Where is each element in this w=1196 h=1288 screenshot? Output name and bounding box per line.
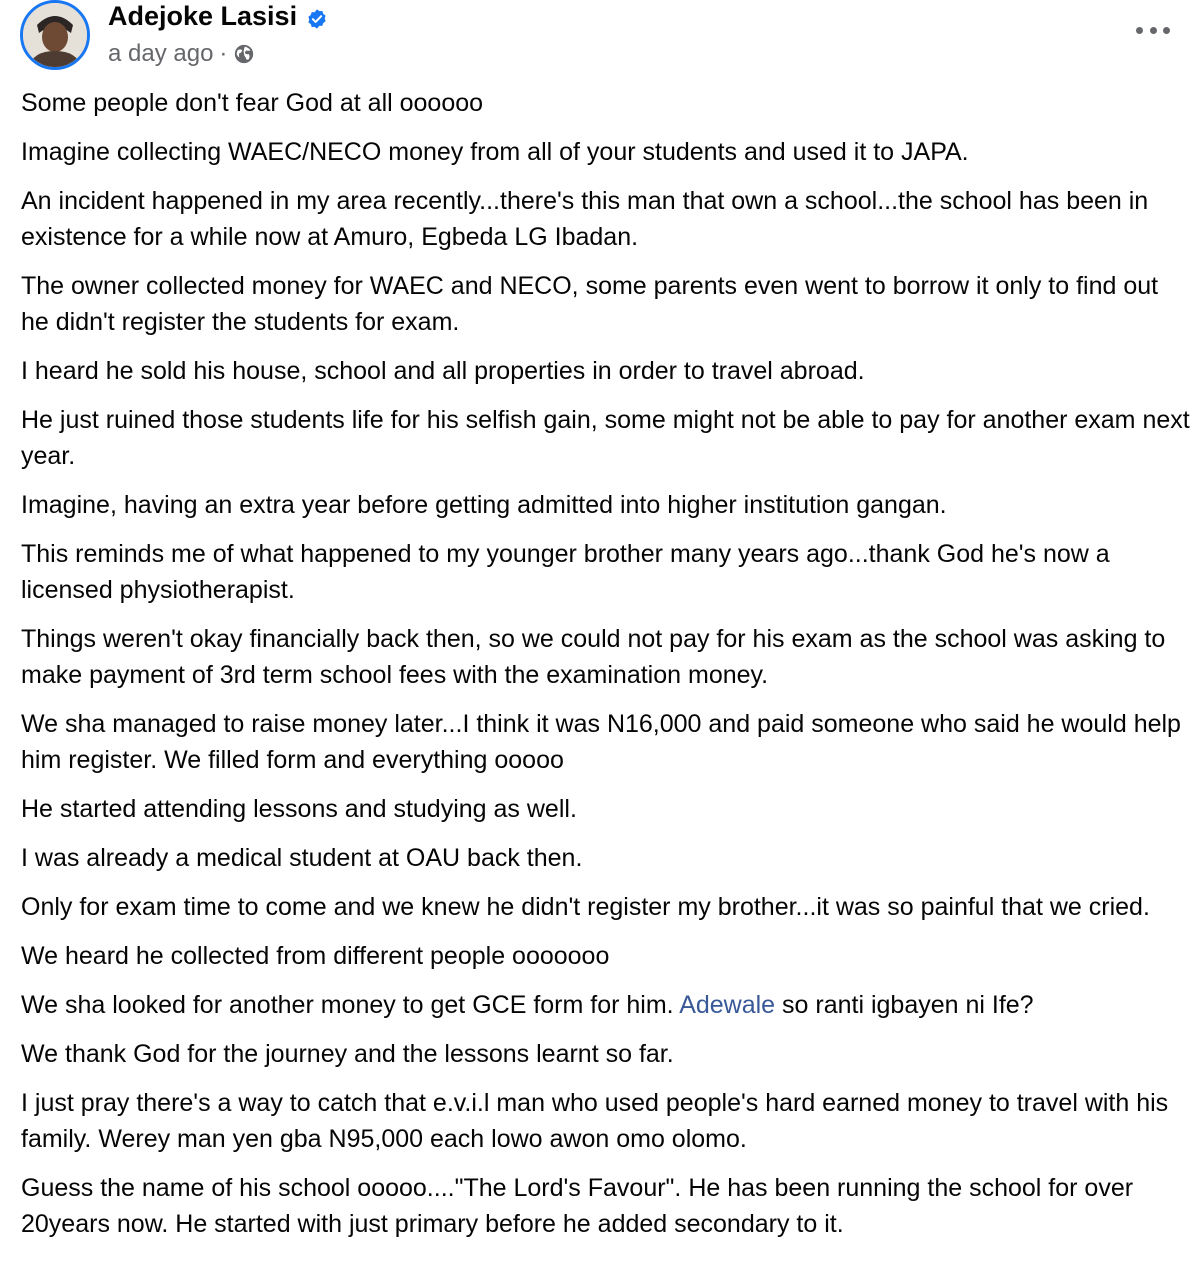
post-paragraph-with-mention (21, 987, 1191, 1023)
more-dot (1150, 27, 1157, 34)
more-dot (1136, 27, 1143, 34)
post-paragraph: This reminds me of what happened to my younger brother many years ago...thank God he's now a licensed physiotherapist. (21, 540, 1110, 604)
more-dot (1163, 27, 1170, 34)
post-paragraph: Imagine collecting WAEC/NECO money from all of your students and used it to JAPA. (21, 138, 969, 166)
mention-link-adewale[interactable]: Adewale (679, 991, 776, 1019)
post-timestamp[interactable]: a day ago (108, 40, 214, 67)
post-paragraph: Some people don't fear God at all oooooo (21, 89, 484, 117)
post-paragraph: We sha managed to raise money later...I think it was N16,000 and paid someone who said he would help him register. We filled form and everything ooooo (21, 710, 1181, 774)
post-meta (108, 39, 255, 69)
post-paragraph: We heard he collected from different people ooooooo (21, 942, 610, 970)
verified-badge-icon (306, 5, 328, 27)
more-options-icon[interactable] (1136, 18, 1170, 42)
author-name[interactable]: Adejoke Lasisi (108, 1, 298, 31)
post-paragraph: Guess the name of his school ooooo...."The Lord's Favour". He has been running the school for over 20years now. He started with just primary before he added secondary to it. (21, 1174, 1134, 1238)
post-header (20, 0, 1180, 76)
post-paragraph: I heard he sold his house, school and all properties in order to travel abroad. (21, 357, 865, 385)
post-paragraph: He started attending lessons and studying as well. (21, 795, 577, 823)
post-paragraph: He just ruined those students life for his selfish gain, some might not be able to pay for another exam next year. (21, 406, 1190, 470)
post-body (21, 85, 1191, 1255)
meta-separator: · (219, 40, 228, 67)
mention-text-after: so ranti igbayen ni Ife? (775, 991, 1034, 1019)
post-paragraph: Things weren't okay financially back then, so we could not pay for his exam as the school was asking to make payment of 3rd term school fees with the examination money. (21, 625, 1166, 689)
avatar[interactable] (20, 0, 90, 70)
post-paragraph: Only for exam time to come and we knew he didn't register my brother...it was so painful that we cried. (21, 893, 1150, 921)
globe-icon[interactable] (233, 43, 255, 65)
mention-text-before: We sha looked for another money to get GCE form for him. (21, 991, 680, 1019)
post-paragraph: Imagine, having an extra year before getting admitted into higher institution gangan. (21, 491, 947, 519)
post-paragraph: The owner collected money for WAEC and NECO, some parents even went to borrow it only to find out he didn't register the students for exam. (21, 272, 1159, 336)
author-name-row (108, 0, 328, 32)
post-paragraph: I just pray there's a way to catch that e.v.i.l man who used people's hard earned money to travel with his family. Werey man yen gba N95,000 each lowo awon omo olomo. (21, 1089, 1169, 1153)
avatar-image (23, 3, 87, 67)
post-paragraph: We thank God for the journey and the lessons learnt so far. (21, 1040, 674, 1068)
post-paragraph: I was already a medical student at OAU back then. (21, 844, 583, 872)
post-paragraph: An incident happened in my area recently...there's this man that own a school...the school has been in existence for a while now at Amuro, Egbeda LG Ibadan. (21, 187, 1149, 251)
